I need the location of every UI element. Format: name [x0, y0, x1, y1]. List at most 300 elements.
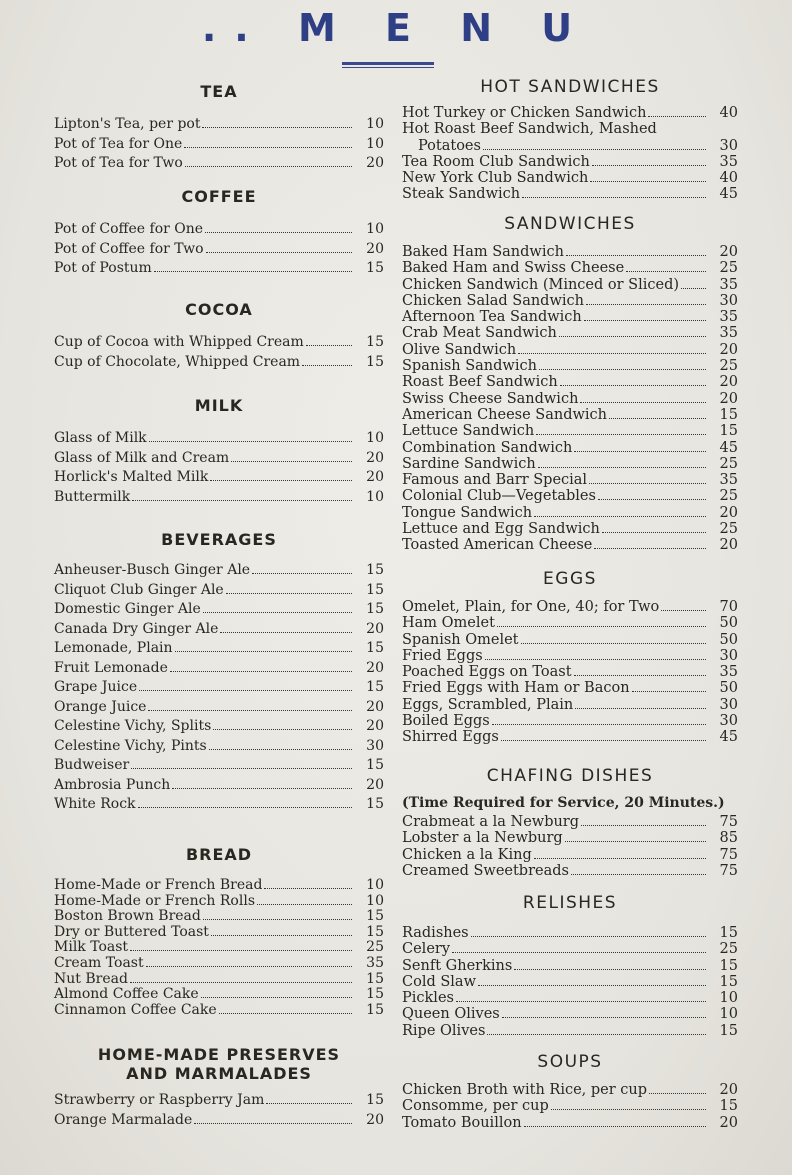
item-price: 20: [366, 620, 384, 637]
section-heading: TEA: [200, 82, 238, 101]
leader-dots: [154, 271, 352, 272]
item-name: Pickles: [402, 990, 454, 1007]
menu-item: [402, 374, 738, 390]
menu-item: [402, 488, 738, 504]
leader-dots: [648, 116, 706, 117]
item-name: Canada Dry Ginger Ale: [54, 620, 219, 637]
item-name: Celery: [402, 941, 451, 958]
menu-item: [402, 847, 738, 863]
menu-item: [402, 121, 738, 137]
item-price: 25: [719, 358, 738, 375]
item-name: Spanish Sandwich: [402, 358, 537, 375]
item-name: Toasted American Cheese: [402, 537, 593, 554]
item-name: Fried Eggs with Ham or Bacon: [402, 680, 630, 697]
menu-item: [54, 940, 384, 956]
item-price: 40: [719, 105, 738, 121]
leader-dots: [580, 402, 706, 403]
section-milk: [54, 396, 384, 507]
item-name: Cold Slaw: [402, 973, 476, 990]
leader-dots: [551, 1109, 706, 1110]
menu-item: [402, 440, 738, 456]
menu-item: [54, 776, 384, 796]
leader-dots: [170, 671, 352, 672]
section-beverages: [54, 530, 384, 815]
item-price: 25: [719, 260, 738, 277]
menu-item: [54, 972, 384, 988]
item-price: 45: [719, 186, 738, 203]
item-name: Pot of Coffee for One: [54, 221, 204, 237]
item-price: 20: [366, 698, 384, 715]
item-name: Pot of Tea for Two: [54, 155, 183, 171]
item-price: 30: [719, 137, 738, 154]
item-name: Combination Sandwich: [402, 439, 573, 456]
leader-dots: [501, 740, 706, 741]
leader-dots: [264, 888, 352, 889]
leader-dots: [194, 1123, 352, 1124]
leader-dots: [220, 632, 352, 633]
menu-item: [402, 358, 738, 374]
title-underline: [342, 62, 434, 65]
menu-item: [402, 472, 738, 488]
item-name: Poached Eggs on Toast: [402, 664, 572, 681]
item-name: Lettuce and Egg Sandwich: [402, 521, 600, 538]
leader-dots: [471, 936, 706, 937]
item-name: Queen Olives: [402, 1006, 500, 1023]
leader-dots: [589, 483, 706, 484]
item-name: Chicken Sandwich (Minced or Sliced): [402, 276, 680, 293]
leader-dots: [210, 480, 352, 481]
menu-item: [402, 863, 738, 879]
item-price: 10: [366, 221, 384, 237]
item-price: 20: [366, 1111, 384, 1128]
item-price: 15: [366, 353, 384, 370]
menu-title: .. M E N U: [201, 6, 591, 50]
item-price: 35: [719, 472, 738, 489]
item-name: Cup of Cocoa with Whipped Cream: [54, 334, 304, 350]
menu-item: [54, 115, 384, 135]
item-name: Swiss Cheese Sandwich: [402, 390, 579, 407]
menu-item: [54, 449, 384, 469]
item-name: Roast Beef Sandwich: [402, 374, 558, 391]
item-price: 20: [719, 1114, 738, 1131]
menu-item: [402, 423, 738, 439]
menu-item: [402, 505, 738, 521]
menu-item: [54, 429, 384, 449]
leader-dots: [231, 461, 352, 462]
leader-dots: [594, 548, 706, 549]
menu-item: [402, 244, 738, 260]
item-name: Pot of Coffee for Two: [54, 240, 204, 257]
item-price: 75: [719, 814, 738, 830]
item-name: Strawberry or Raspberry Jam: [54, 1092, 265, 1108]
item-name: Spanish Omelet: [402, 631, 519, 648]
menu-item: [54, 987, 384, 1003]
title-underline-second: [342, 67, 434, 68]
item-price: 25: [719, 941, 738, 958]
section-heading-line2: AND MARMALADES: [126, 1064, 312, 1083]
item-name: Grape Juice: [54, 679, 138, 695]
item-price: 25: [719, 455, 738, 472]
leader-dots: [598, 499, 706, 500]
item-price: 30: [366, 737, 384, 754]
menu-item: [54, 678, 384, 698]
leader-dots: [571, 874, 706, 875]
leader-dots: [130, 950, 352, 951]
leader-dots: [626, 271, 706, 272]
item-name: Tongue Sandwich: [402, 504, 533, 521]
item-name: Cup of Chocolate, Whipped Cream: [54, 353, 301, 370]
leader-dots: [661, 610, 706, 611]
menu-item: [54, 925, 384, 941]
menu-item: [402, 599, 738, 615]
section-heading: SOUPS: [537, 1052, 603, 1072]
leader-dots: [266, 1103, 352, 1104]
item-price: 25: [719, 488, 738, 505]
section-hot-sandwiches: [402, 77, 738, 203]
section-heading: RELISHES: [522, 893, 618, 913]
item-name: Orange Juice: [54, 698, 147, 715]
item-name: Baked Ham and Swiss Cheese: [402, 260, 625, 277]
leader-dots: [518, 353, 706, 354]
item-name: Hot Roast Beef Sandwich, Mashed: [402, 121, 657, 138]
item-price: 10: [366, 877, 384, 893]
item-name: Olive Sandwich: [402, 341, 517, 358]
item-name: Tomato Bouillon: [402, 1114, 522, 1131]
leader-dots: [139, 690, 352, 691]
leader-dots: [609, 418, 706, 419]
leader-dots: [514, 969, 706, 970]
item-name: Budweiser: [54, 757, 130, 773]
section-tea: [54, 82, 384, 175]
item-price: 35: [719, 276, 738, 293]
leader-dots: [521, 643, 707, 644]
item-name: Lipton's Tea, per pot: [54, 116, 201, 132]
item-price: 15: [366, 986, 384, 1003]
section-heading: BREAD: [185, 845, 253, 864]
section-bread: [54, 845, 384, 1018]
item-price: 15: [366, 796, 384, 812]
item-name: Senft Gherkins: [402, 957, 513, 974]
item-price: 15: [366, 970, 384, 987]
menu-item: [402, 830, 738, 846]
leader-dots: [138, 807, 352, 808]
menu-item: [54, 561, 384, 581]
item-price: 35: [366, 954, 384, 971]
menu-item: [402, 1098, 738, 1114]
item-price: 35: [719, 325, 738, 342]
menu-item: [402, 1023, 738, 1039]
menu-item: [54, 600, 384, 620]
item-price: 45: [719, 729, 738, 746]
menu-item: [402, 170, 738, 186]
leader-dots: [202, 127, 352, 128]
menu-item: [402, 680, 738, 696]
section-preserves: [54, 1045, 384, 1130]
menu-item: [402, 1006, 738, 1022]
item-price: 75: [719, 846, 738, 863]
menu-item: [54, 956, 384, 972]
item-price: 75: [719, 862, 738, 879]
menu-item: [402, 925, 738, 941]
item-name: Lobster a la Newburg: [402, 830, 563, 847]
item-price: 15: [719, 957, 738, 974]
item-price: 20: [719, 504, 738, 521]
item-price: 10: [366, 116, 384, 132]
menu-item: [402, 154, 738, 170]
leader-dots: [201, 997, 352, 998]
item-price: 25: [719, 521, 738, 538]
leader-dots: [538, 467, 706, 468]
item-name: Consomme, per cup: [402, 1098, 549, 1115]
menu-item: [54, 659, 384, 679]
leader-dots: [524, 1126, 706, 1127]
menu-item: [402, 521, 738, 537]
menu-item: [402, 990, 738, 1006]
section-sandwiches: [402, 214, 738, 554]
item-price: 45: [719, 439, 738, 456]
item-name: Home-Made or French Rolls: [54, 892, 256, 909]
menu-item: [402, 407, 738, 423]
item-name: Cliquot Club Ginger Ale: [54, 581, 224, 598]
leader-dots: [452, 952, 706, 953]
leader-dots: [211, 935, 352, 936]
menu-item: [402, 391, 738, 407]
leader-dots: [226, 593, 352, 594]
leader-dots: [172, 788, 352, 789]
item-price: 30: [719, 713, 738, 730]
menu-item: [402, 648, 738, 664]
item-name: Ambrosia Punch: [54, 776, 171, 793]
section-heading: MILK: [194, 396, 244, 415]
leader-dots: [130, 982, 352, 983]
item-price: 20: [366, 718, 384, 734]
item-price: 10: [366, 135, 384, 152]
item-price: 50: [719, 615, 738, 632]
item-name: Glass of Milk: [54, 430, 147, 446]
menu-item: [402, 277, 738, 293]
menu-item: [54, 154, 384, 174]
menu-item: [54, 795, 384, 815]
item-name: Boiled Eggs: [402, 713, 490, 730]
leader-dots: [581, 825, 706, 826]
item-name: American Cheese Sandwich: [402, 406, 608, 423]
item-price: 15: [366, 601, 384, 617]
item-price: 15: [719, 925, 738, 941]
item-price: 20: [719, 244, 738, 260]
item-price: 20: [366, 155, 384, 171]
item-name: Baked Ham Sandwich: [402, 244, 564, 260]
item-price: 15: [719, 1022, 738, 1039]
menu-item: [54, 909, 384, 925]
menu-item: [402, 456, 738, 472]
leader-dots: [213, 729, 352, 730]
section-heading: COCOA: [185, 300, 253, 319]
menu-item: [402, 814, 738, 830]
leader-dots: [502, 1017, 706, 1018]
item-name: Anheuser-Busch Ginger Ale: [54, 562, 251, 578]
item-price: 15: [366, 1001, 384, 1018]
section-eggs: [402, 569, 738, 746]
item-price: 35: [719, 153, 738, 170]
menu-item: [54, 1091, 384, 1111]
leader-dots: [478, 985, 706, 986]
menu-item: [54, 620, 384, 640]
leader-dots: [522, 197, 706, 198]
item-price: 15: [366, 334, 384, 350]
menu-item: [54, 717, 384, 737]
item-name: Radishes: [402, 925, 469, 941]
menu-item: [54, 639, 384, 659]
item-price: 15: [366, 908, 384, 925]
item-price: 10: [366, 892, 384, 909]
menu-item: [54, 240, 384, 260]
leader-dots: [560, 385, 706, 386]
item-price: 20: [719, 374, 738, 391]
leader-dots: [534, 516, 706, 517]
leader-dots: [185, 166, 352, 167]
menu-item: [402, 632, 738, 648]
leader-dots: [206, 252, 352, 253]
menu-item: [54, 488, 384, 508]
item-name: Creamed Sweetbreads: [402, 862, 569, 879]
leader-dots: [590, 181, 706, 182]
leader-dots: [203, 612, 352, 613]
item-name: Eggs, Scrambled, Plain: [402, 696, 574, 713]
item-name: Ham Omelet: [402, 615, 495, 632]
item-name: Ripe Olives: [402, 1022, 486, 1039]
item-price: 20: [719, 1082, 738, 1098]
menu-item: [402, 1082, 738, 1098]
leader-dots: [203, 919, 352, 920]
item-name: Steak Sandwich: [402, 186, 521, 203]
menu-item: [54, 894, 384, 910]
item-name: Celestine Vichy, Pints: [54, 737, 207, 754]
item-name: Orange Marmalade: [54, 1111, 193, 1128]
menu-item: [54, 259, 384, 279]
item-price: 15: [719, 973, 738, 990]
section-heading: CHAFING DISHES: [486, 766, 654, 786]
item-name: Domestic Ginger Ale: [54, 601, 201, 617]
leader-dots: [566, 255, 706, 256]
item-name: Cinnamon Coffee Cake: [54, 1001, 217, 1018]
item-price: 10: [719, 1006, 738, 1023]
item-name: Chicken Broth with Rice, per cup: [402, 1082, 648, 1098]
item-name: Celestine Vichy, Splits: [54, 718, 212, 734]
item-price: 20: [366, 240, 384, 257]
item-price: 15: [366, 581, 384, 598]
item-price: 20: [366, 449, 384, 466]
leader-dots: [485, 659, 706, 660]
leader-dots: [483, 149, 706, 150]
menu-item: [402, 958, 738, 974]
item-price: 35: [719, 309, 738, 326]
item-name: Afternoon Tea Sandwich: [402, 309, 582, 326]
item-price: 15: [366, 640, 384, 656]
section-heading-line1: HOME-MADE PRESERVES: [97, 1045, 341, 1064]
section-coffee: [54, 187, 384, 279]
leader-dots: [175, 651, 352, 652]
menu-item: [54, 220, 384, 240]
item-price: 30: [719, 696, 738, 713]
menu-item: [402, 309, 738, 325]
leader-dots: [536, 434, 706, 435]
menu-item: [402, 260, 738, 276]
leader-dots: [148, 710, 352, 711]
section-heading: BEVERAGES: [161, 530, 277, 549]
item-name: Potatoes: [418, 137, 481, 154]
section-relishes: [402, 893, 738, 1039]
leader-dots: [456, 1001, 706, 1002]
item-name: Home-Made or French Bread: [54, 877, 263, 893]
menu-item: [402, 293, 738, 309]
item-price: 20: [366, 469, 384, 485]
item-price: 15: [719, 423, 738, 440]
leader-dots: [586, 304, 706, 305]
leader-dots: [252, 573, 352, 574]
menu-item: [54, 135, 384, 155]
item-price: 50: [719, 680, 738, 697]
section-heading: HOT SANDWICHES: [480, 77, 660, 97]
item-name: Omelet, Plain, for One, 40; for Two: [402, 599, 660, 615]
item-name: Buttermilk: [54, 488, 131, 505]
section-heading: COFFEE: [181, 187, 257, 206]
leader-dots: [559, 336, 706, 337]
leader-dots: [131, 768, 352, 769]
item-price: 35: [719, 664, 738, 681]
leader-dots: [602, 532, 706, 533]
menu-item: [54, 737, 384, 757]
item-name: Crabmeat a la Newburg: [402, 814, 580, 830]
item-name: Pot of Postum: [54, 260, 152, 276]
item-name: Boston Brown Bread: [54, 908, 201, 925]
leader-dots: [492, 724, 706, 725]
item-name: Crab Meat Sandwich: [402, 325, 557, 342]
leader-dots: [257, 904, 352, 905]
item-name: Dry or Buttered Toast: [54, 923, 209, 940]
menu-item: [402, 325, 738, 341]
item-name: Fried Eggs: [402, 647, 483, 664]
item-price: 10: [719, 990, 738, 1007]
item-price: 20: [719, 341, 738, 358]
leader-dots: [584, 320, 706, 321]
menu-item: [402, 615, 738, 631]
leader-dots: [497, 626, 706, 627]
menu-item: [402, 138, 738, 154]
item-price: 50: [719, 631, 738, 648]
leader-dots: [184, 147, 352, 148]
menu-item: [54, 353, 384, 373]
item-name: Colonial Club—Vegetables: [402, 488, 596, 505]
item-name: Chicken Salad Sandwich: [402, 292, 584, 309]
item-name: Milk Toast: [54, 939, 129, 956]
leader-dots: [205, 232, 352, 233]
menu-item: [402, 729, 738, 745]
item-price: 15: [366, 923, 384, 940]
section-chafing-dishes: [402, 766, 738, 879]
item-name: Lettuce Sandwich: [402, 423, 535, 440]
item-price: 10: [366, 488, 384, 505]
leader-dots: [649, 1093, 706, 1094]
leader-dots: [565, 841, 706, 842]
item-name: Sardine Sandwich: [402, 455, 536, 472]
item-name: Tea Room Club Sandwich: [402, 153, 590, 170]
section-cocoa: [54, 300, 384, 372]
leader-dots: [487, 1034, 706, 1035]
item-price: 15: [366, 679, 384, 695]
item-name: Famous and Barr Special: [402, 472, 588, 489]
item-price: 30: [719, 647, 738, 664]
item-price: 85: [719, 830, 738, 847]
